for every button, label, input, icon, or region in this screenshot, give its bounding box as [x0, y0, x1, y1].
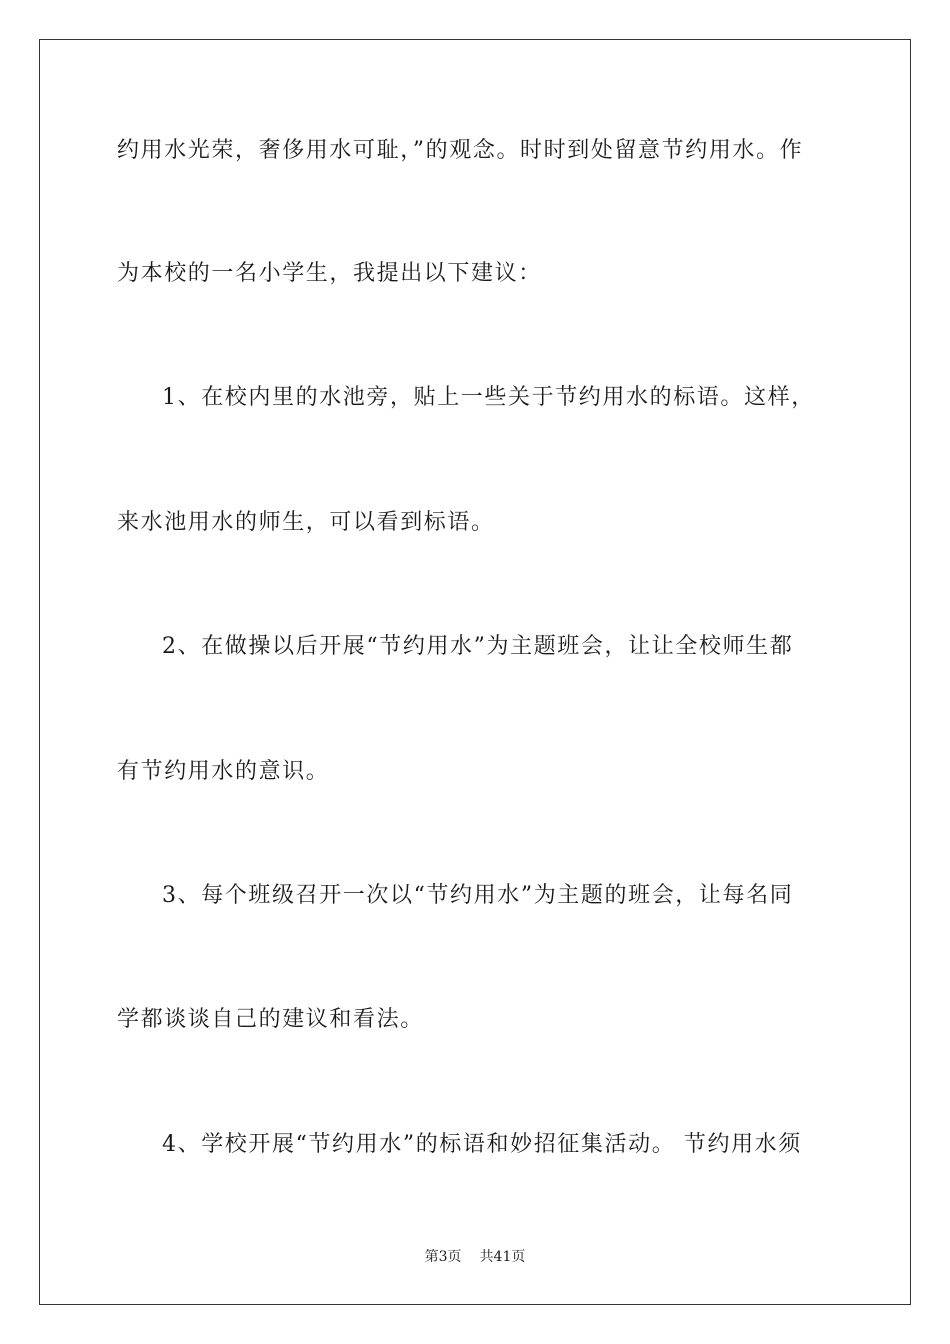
page-number: 第3页 — [424, 1249, 462, 1265]
body-line-8: 学都谈谈自己的建议和看法。 — [117, 1007, 424, 1032]
body-line-7: 3、每个班级召开一次以“节约用水”为主题的班会，让每名同 — [162, 883, 794, 908]
page-total: 共41页 — [479, 1249, 526, 1265]
body-line-1: 约用水光荣，奢侈用水可耻，”的观念。时时到处留意节约用水。作 — [117, 138, 804, 163]
page-footer — [0, 1247, 950, 1267]
body-line-2: 为本校的一名小学生，我提出以下建议： — [117, 261, 542, 286]
page-border — [39, 39, 911, 1305]
body-line-9: 4、学校开展“节约用水”的标语和妙招征集活动。 节约用水须 — [162, 1132, 802, 1157]
body-line-4: 来水池用水的师生，可以看到标语。 — [117, 510, 495, 535]
body-line-3: 1、在校内里的水池旁，贴上一些关于节约用水的标语。这样， — [162, 385, 815, 410]
body-line-6: 有节约用水的意识。 — [117, 759, 330, 784]
body-line-5: 2、在做操以后开展“节约用水”为主题班会，让让全校师生都 — [162, 634, 794, 659]
